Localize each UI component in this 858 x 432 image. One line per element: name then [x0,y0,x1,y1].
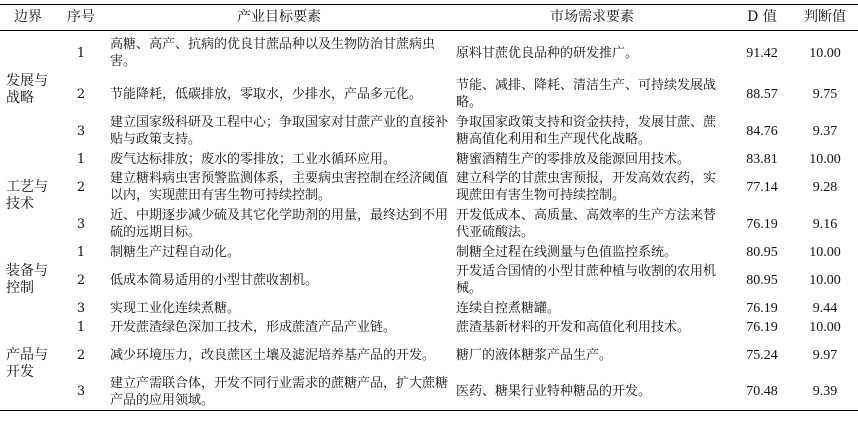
table-row [0,113,858,150]
boundary-label: 发展与战略 [6,73,48,107]
d-value: 75.24 [746,347,778,363]
market-element: 开发适合国情的小型甘蔗种植与收割的农用机械。 [456,264,717,296]
industry-element: 高糖、高产、抗病的优良甘蔗品种以及生物防治甘蔗病虫害。 [110,37,436,70]
row-number: 3 [76,300,86,316]
row-number: 1 [76,319,86,335]
table-row [0,262,858,299]
table-row [0,318,858,337]
market-element: 原料甘蔗优良品种的研发推广。 [456,45,639,61]
d-value: 76.19 [746,216,778,232]
table-row [0,150,858,169]
row-number: 3 [76,216,86,232]
d-value: 88.57 [746,86,778,102]
industry-element: 开发蔗渣绿色深加工技术，形成蔗渣产品产业链。 [110,319,397,335]
row-number: 1 [76,151,86,167]
header-number: 序号 [67,9,95,25]
market-element: 医药、糖果行业特种糖品的开发。 [456,384,652,400]
boundary-cell [0,243,56,318]
d-value: 83.81 [746,151,778,167]
table-row [0,206,858,243]
industry-element: 近、中期逐步减少硫及其它化学助剂的用量，最终达到不用硫的远期目标。 [110,208,449,240]
row-number: 2 [76,347,86,363]
judgment-value: 9.44 [812,300,838,316]
judgment-value: 10.00 [809,151,841,167]
judgment-value: 9.28 [812,179,838,195]
d-value: 77.14 [746,179,778,195]
boundary-label: 产品与开发 [6,346,48,380]
boundary-label: 装备与控制 [6,263,48,296]
header-market-elements: 市场需求要素 [550,9,634,25]
table-row [0,76,858,113]
requirements-table [0,4,858,411]
header-d-value: D 值 [747,9,777,25]
d-value: 76.19 [746,319,778,335]
industry-element: 废气达标排放；废水的零排放；工业水循环应用。 [110,151,397,167]
judgment-value: 10.00 [809,272,841,288]
boundary-label: 工艺与技术 [6,179,48,212]
industry-element: 节能降耗，低碳排放，零取水，少排水，产品多元化。 [110,86,423,102]
boundary-cell [0,31,56,150]
market-element: 蔗渣基新材料的开发和高值化利用技术。 [456,319,691,335]
table-row [0,31,858,76]
industry-element: 建立产需联合体，开发不同行业需求的蔗糖产品，扩大蔗糖产品的应用领域。 [110,375,449,408]
table-row [0,374,858,411]
row-number: 3 [76,123,86,139]
industry-element: 减少环境压力，改良蔗区土壤及滤泥培养基产品的开发。 [110,347,436,363]
boundary-cell [0,318,56,411]
judgment-value: 9.37 [812,123,838,139]
header-industry-elements: 产业目标要素 [237,9,321,25]
row-number: 3 [76,384,86,400]
market-element: 开发低成本、高质量、高效率的生产方法来替代亚硫酸法。 [456,208,717,240]
judgment-value: 9.39 [812,384,838,400]
industry-element: 建立国家级科研及工程中心；争取国家对甘蔗产业的直接补贴与政策支持。 [110,115,449,147]
industry-element: 制糖生产过程自动化。 [110,244,241,260]
table-row [0,299,858,318]
market-element: 争取国家政策支持和资金扶持，发展甘蔗、蔗糖高值化利用和生产现代化战略。 [456,115,717,147]
header-row [0,5,858,31]
d-value: 70.48 [746,384,778,400]
d-value: 80.95 [746,244,778,260]
market-element: 制糖全过程在线测量与色值监控系统。 [456,244,678,260]
market-element: 节能、减排、降耗、清洁生产、可持续发展战略。 [456,78,717,110]
industry-element: 实现工业化连续煮糖。 [110,300,241,316]
judgment-value: 9.16 [812,216,838,232]
d-value: 80.95 [746,272,778,288]
judgment-value: 10.00 [809,45,841,61]
row-number: 1 [76,244,86,260]
row-number: 2 [76,86,86,102]
table-row [0,169,858,206]
market-element: 连续自控煮糖罐。 [456,300,561,316]
industry-element: 建立糖料病虫害预警监测体系，主要病虫害控制在经济阈值以内，实现蔗田有害生物可持续控制。 [110,171,449,203]
judgment-value: 10.00 [809,244,841,260]
row-number: 2 [76,179,86,195]
market-element: 糖蜜酒精生产的零排放及能源回用技术。 [456,151,691,167]
market-element: 糖厂的液体糖浆产品生产。 [456,347,613,363]
header-boundary: 边界 [14,9,42,25]
d-value: 84.76 [746,123,778,139]
row-number: 2 [76,272,86,288]
industry-element: 低成本简易适用的小型甘蔗收割机。 [110,272,319,288]
header-judgment-value: 判断值 [804,9,846,25]
boundary-cell [0,150,56,243]
judgment-value: 9.97 [812,347,838,363]
d-value: 91.42 [746,45,778,61]
d-value: 76.19 [746,300,778,316]
judgment-value: 9.75 [812,86,838,102]
judgment-value: 10.00 [809,319,841,335]
market-element: 建立科学的甘蔗虫害预报，开发高效农药，实现蔗田有害生物可持续控制。 [456,171,717,203]
table-row [0,337,858,374]
table-row [0,243,858,262]
row-number: 1 [76,45,86,61]
